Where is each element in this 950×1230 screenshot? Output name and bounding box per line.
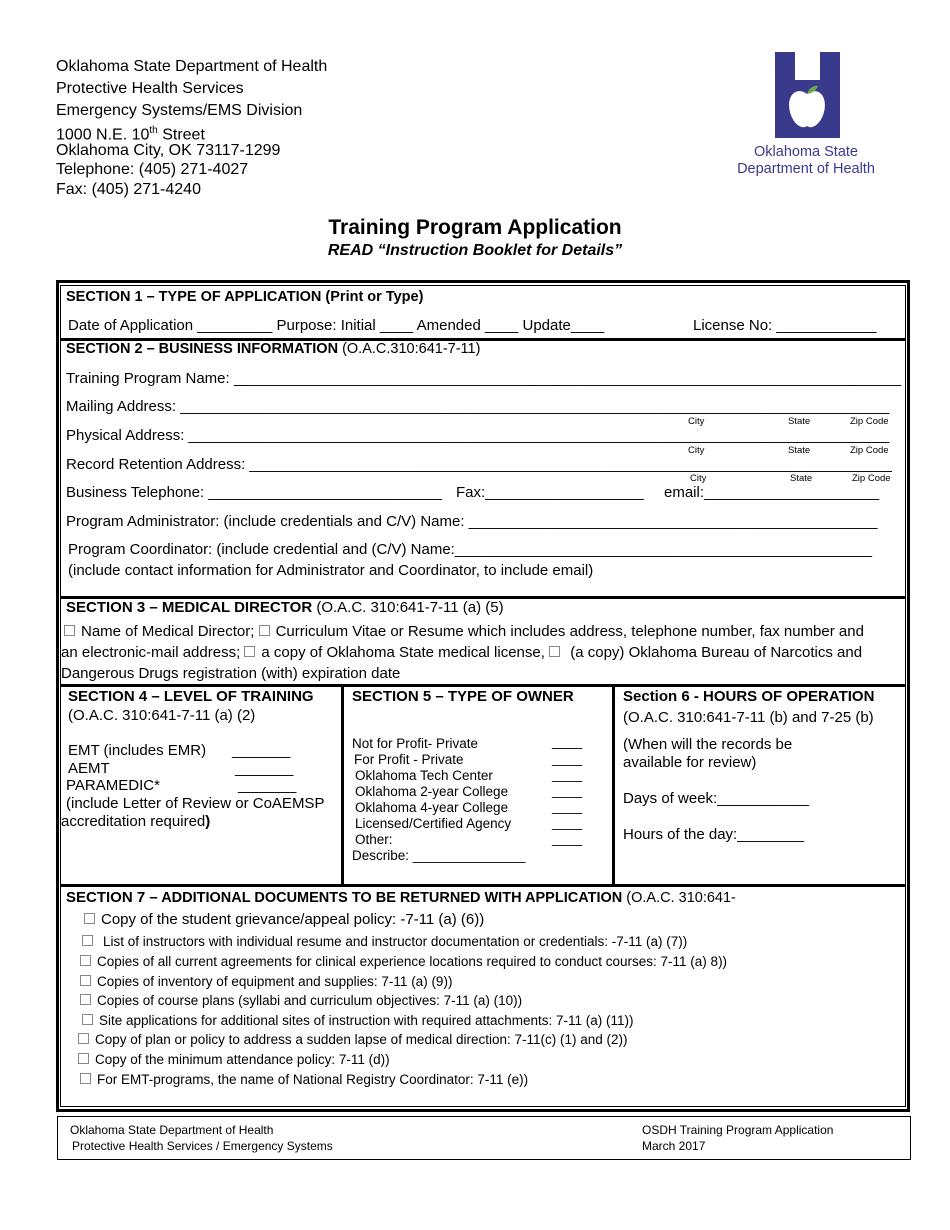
owner-other-blank[interactable]: ____ [552, 831, 583, 846]
record-state-label: State [790, 473, 813, 484]
page-subtitle: READ “Instruction Booklet for Details” [327, 242, 623, 259]
level-paramedic-label: PARAMEDIC* [66, 777, 160, 794]
section4-heading: SECTION 4 – LEVEL OF TRAINING [68, 688, 314, 705]
divider-s456 [60, 884, 906, 887]
agency-name: Oklahoma State Department of Health [56, 58, 328, 75]
site-applications-checkbox[interactable] [82, 1014, 93, 1025]
logo-line-1: Oklahoma State [754, 144, 858, 160]
fax-field[interactable]: Fax:___________________ [456, 484, 644, 501]
owner-forprofit-label: For Profit - Private [354, 752, 464, 767]
section3-line-1: Name of Medical Director; Curriculum Vitae or Resume which includes address, telephone number, fax number and [64, 623, 864, 640]
doc-clinical-agreements[interactable]: Copies of all current agreements for clinical experience locations required to conduct courses: 7-11 (a) 8)) [80, 954, 727, 969]
section3-heading: SECTION 3 – MEDICAL DIRECTOR (O.A.C. 310:641-7-11 (a) (5) [66, 599, 504, 616]
training-program-name-field[interactable]: Training Program Name: ________________________________________________________________________________ [66, 370, 902, 387]
section1-heading: SECTION 1 – TYPE OF APPLICATION (Print or Type) [66, 289, 424, 305]
owner-forprofit-blank[interactable]: ____ [552, 751, 583, 766]
section4-ref: (O.A.C. 310:641-7-11 (a) (2) [68, 707, 256, 724]
registry-coordinator-checkbox[interactable] [80, 1073, 91, 1084]
medical-direction-plan-checkbox[interactable] [78, 1033, 89, 1044]
attendance-policy-checkbox[interactable] [78, 1053, 89, 1064]
instructors-list-checkbox[interactable] [82, 935, 93, 946]
physical-city-label: City [688, 445, 705, 456]
contact-info-note: (include contact information for Administrator and Coordinator, to include email) [68, 562, 594, 579]
section3-line-2: an electronic-mail address; a copy of Oklahoma State medical license, (a copy) Oklahoma Bureau of Narcotics and [61, 644, 863, 661]
agency-division: Protective Health Services [56, 80, 244, 97]
business-telephone-field[interactable]: Business Telephone: ____________________________ [66, 484, 442, 501]
agency-subdivision: Emergency Systems/EMS Division [56, 102, 303, 119]
narcotics-registration-checkbox[interactable] [549, 646, 560, 657]
curriculum-vitae-checkbox[interactable] [259, 625, 270, 636]
doc-grievance-policy[interactable]: Copy of the student grievance/appeal policy: -7-11 (a) (6)) [84, 911, 484, 928]
doc-registry-coordinator[interactable]: For EMT-programs, the name of National Registry Coordinator: 7-11 (e)) [80, 1072, 528, 1087]
owner-2yr-college-label: Oklahoma 2-year College [355, 784, 509, 799]
grievance-policy-checkbox[interactable] [84, 913, 95, 924]
course-plans-checkbox[interactable] [80, 994, 91, 1005]
section7-heading: SECTION 7 – ADDITIONAL DOCUMENTS TO BE RETURNED WITH APPLICATION (O.A.C. 310:641- [66, 889, 736, 906]
owner-nonprofit-blank[interactable]: ____ [552, 734, 583, 749]
medical-director-name-checkbox[interactable] [64, 625, 75, 636]
level-aemt-label: AEMT [68, 760, 110, 777]
equipment-inventory-checkbox[interactable] [80, 975, 91, 986]
logo-line-2: Department of Health [737, 161, 875, 177]
level-aemt-blank[interactable]: _______ [235, 760, 294, 777]
paramedic-note-2: accreditation required) [61, 813, 211, 830]
agency-street: 1000 N.E. 10th Street [56, 125, 205, 144]
doc-medical-direction-plan[interactable]: Copy of plan or policy to address a sudden lapse of medical direction: 7-11(c) (1) and (2)) [78, 1032, 628, 1047]
medical-license-checkbox[interactable] [244, 646, 255, 657]
owner-nonprofit-label: Not for Profit- Private [352, 736, 479, 751]
physical-address-field[interactable]: Physical Address: ____________________________________________________________________________________ [66, 427, 890, 444]
footer-right-1: OSDH Training Program Application [642, 1123, 834, 1137]
program-coordinator-field[interactable]: Program Coordinator: (include credential and (C/V) Name:__________________________________________________ [68, 541, 872, 558]
doc-instructors-list[interactable]: List of instructors with individual resume and instructor documentation or credentials: -7-11 (a) (7)) [82, 934, 687, 949]
doc-site-applications[interactable]: Site applications for additional sites of instruction with required attachments: 7-11 (a) (11)) [82, 1013, 634, 1028]
owner-2yr-college-blank[interactable]: ____ [552, 783, 583, 798]
page-title: Training Program Application [328, 216, 622, 239]
physical-zip-label: Zip Code [850, 445, 889, 456]
email-field[interactable]: email:_____________________ [664, 484, 880, 501]
mailing-zip-label: Zip Code [850, 416, 889, 427]
agency-city: Oklahoma City, OK 73117-1299 [56, 142, 281, 159]
agency-telephone: Telephone: (405) 271-4027 [56, 161, 249, 178]
owner-techcenter-blank[interactable]: ____ [552, 767, 583, 782]
mailing-address-field[interactable]: Mailing Address: _____________________________________________________________________________________ [66, 398, 890, 415]
section1-fields[interactable]: Date of Application _________ Purpose: Initial ____ Amended ____ Update____ [68, 317, 605, 334]
section2-heading: SECTION 2 – BUSINESS INFORMATION (O.A.C.310:641-7-11) [66, 341, 481, 357]
owner-4yr-college-blank[interactable]: ____ [552, 799, 583, 814]
days-of-week-field[interactable]: Days of week:___________ [623, 790, 809, 807]
owner-agency-blank[interactable]: ____ [552, 815, 583, 830]
level-emt-blank[interactable]: _______ [232, 742, 291, 759]
paramedic-note-1: (include Letter of Review or CoAEMSP [66, 795, 325, 812]
agency-fax: Fax: (405) 271-4240 [56, 181, 201, 198]
owner-other-label: Other: [355, 832, 393, 847]
record-city-label: City [690, 473, 707, 484]
license-number-field[interactable]: License No: ____________ [693, 317, 877, 334]
section6-note-1: (When will the records be [623, 736, 793, 753]
osdh-h-apple-icon [730, 50, 882, 142]
footer-left-2: Protective Health Services / Emergency Systems [72, 1139, 333, 1153]
section6-note-2: available for review) [623, 754, 757, 771]
footer-right-2: March 2017 [642, 1139, 706, 1153]
level-paramedic-blank[interactable]: _______ [238, 777, 297, 794]
owner-describe-field[interactable]: Describe: _______________ [352, 848, 526, 863]
program-administrator-field[interactable]: Program Administrator: (include credentials and C/V) Name: _________________________________________________ [66, 513, 878, 530]
section6-ref: (O.A.C. 310:641-7-11 (b) and 7-25 (b) [623, 709, 874, 726]
section6-heading: Section 6 - HOURS OF OPERATION [623, 688, 875, 705]
record-retention-address-field[interactable]: Record Retention Address: _____________________________________________________________________________ [66, 456, 892, 473]
level-emt-label: EMT (includes EMR) [68, 742, 207, 759]
section5-heading: SECTION 5 – TYPE OF OWNER [352, 688, 574, 705]
doc-course-plans[interactable]: Copies of course plans (syllabi and curriculum objectives: 7-11 (a) (10)) [80, 993, 522, 1008]
mailing-city-label: City [688, 416, 705, 427]
physical-state-label: State [788, 445, 811, 456]
owner-4yr-college-label: Oklahoma 4-year College [355, 800, 509, 815]
section3-line-3: Dangerous Drugs registration (with) expiration date [61, 665, 401, 682]
owner-techcenter-label: Oklahoma Tech Center [355, 768, 493, 783]
divider-s3 [60, 684, 906, 687]
divider-col-1 [341, 684, 344, 886]
record-zip-label: Zip Code [852, 473, 891, 484]
clinical-agreements-checkbox[interactable] [80, 955, 91, 966]
mailing-state-label: State [788, 416, 811, 427]
hours-of-day-field[interactable]: Hours of the day:________ [623, 826, 804, 843]
footer-left-1: Oklahoma State Department of Health [70, 1123, 274, 1137]
doc-equipment-inventory[interactable]: Copies of inventory of equipment and supplies: 7-11 (a) (9)) [80, 974, 452, 989]
doc-attendance-policy[interactable]: Copy of the minimum attendance policy: 7-11 (d)) [78, 1052, 390, 1067]
divider-col-2 [612, 684, 615, 886]
osdh-logo [730, 50, 882, 180]
owner-agency-label: Licensed/Certified Agency [355, 816, 512, 831]
